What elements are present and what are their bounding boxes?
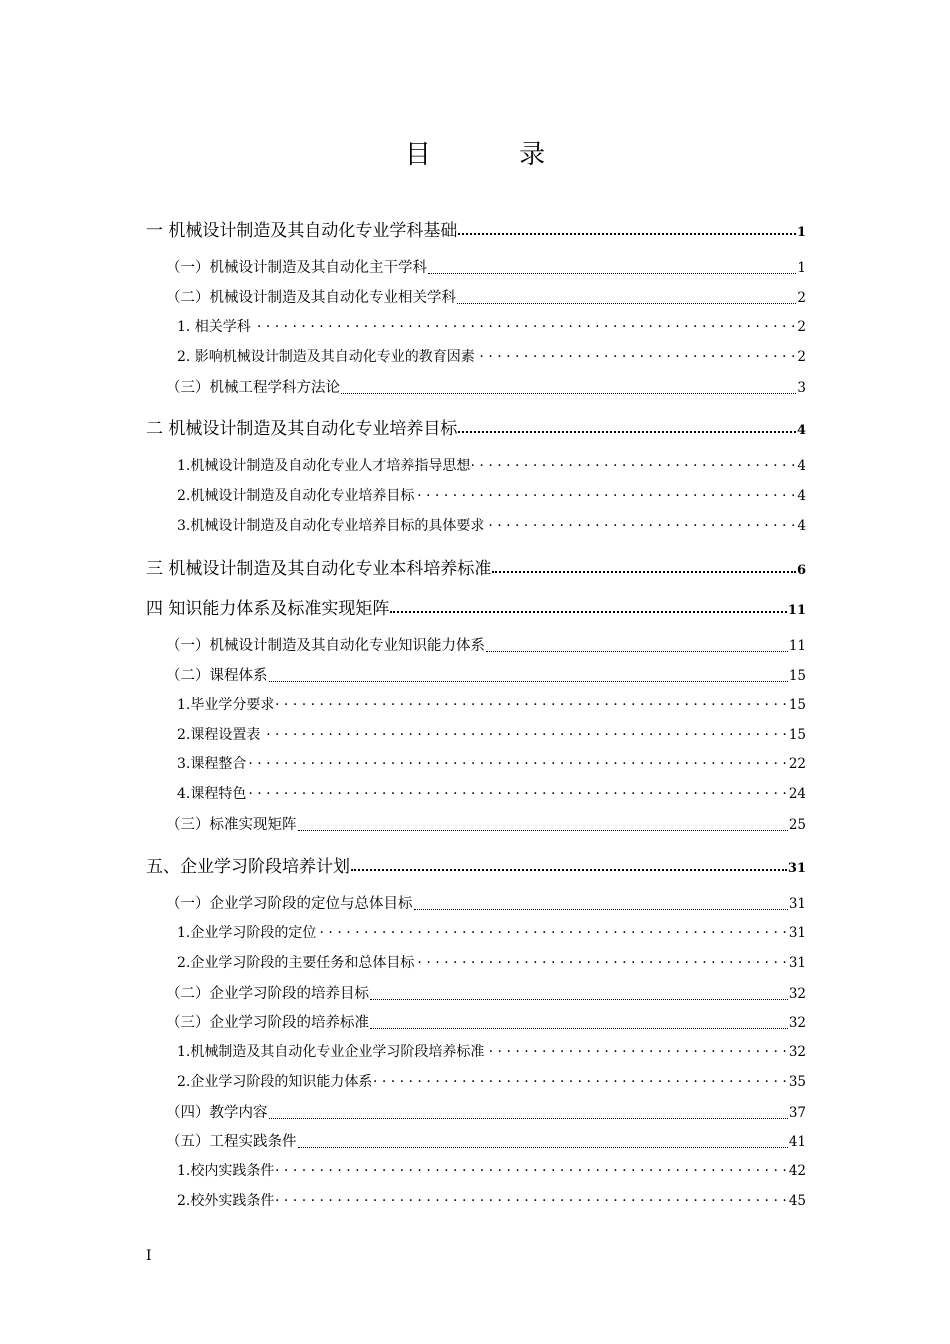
toc-entry-level3[interactable] xyxy=(177,1160,806,1182)
toc-entry-page: 2 xyxy=(797,349,806,365)
dot-leader xyxy=(298,830,788,831)
toc-entry-level2[interactable] xyxy=(166,1130,806,1152)
dot-leader xyxy=(416,953,786,967)
toc-entry-level2[interactable] xyxy=(166,376,806,398)
toc-entry-page: 1 xyxy=(796,225,806,240)
toc-entry-page: 32 xyxy=(788,1015,806,1031)
toc-entry-level2[interactable] xyxy=(166,286,806,308)
toc-entry-page: 31 xyxy=(787,861,806,876)
toc-entry-label: 2.企业学习阶段的知识能力体系 xyxy=(177,1074,373,1090)
toc-entry-label: 4.课程特色 xyxy=(177,786,247,802)
toc-entry-level2[interactable] xyxy=(166,1011,806,1033)
dot-leader xyxy=(248,784,786,798)
toc-entry-page: 11 xyxy=(788,638,806,654)
toc-entry-page: 3 xyxy=(797,380,806,396)
toc-entry-page: 15 xyxy=(788,727,806,743)
toc-entry-label: （二）机械设计制造及其自动化专业相关学科 xyxy=(166,290,456,306)
toc-entry-page: 41 xyxy=(788,1134,806,1150)
toc-entry-page: 37 xyxy=(788,1105,806,1121)
toc-entry-level3[interactable] xyxy=(177,1071,806,1093)
dot-leader xyxy=(269,1118,788,1119)
toc-entry-label: 1.机械制造及其自动化专业企业学习阶段培养标准 xyxy=(177,1044,485,1060)
toc-entry-label: （三）机械工程学科方法论 xyxy=(166,380,340,396)
dot-leader xyxy=(458,431,796,433)
toc-entry-level2[interactable] xyxy=(166,664,806,686)
toc-entry-level1[interactable] xyxy=(146,852,806,877)
dot-leader xyxy=(477,347,796,361)
toc-entry-label: （一）企业学习阶段的定位与总体目标 xyxy=(166,896,413,912)
dot-leader xyxy=(276,1191,786,1205)
dot-leader xyxy=(374,1072,786,1086)
toc-entry-label: 1.校内实践条件 xyxy=(177,1163,275,1179)
toc-entry-page: 42 xyxy=(788,1163,806,1179)
dot-leader xyxy=(276,1161,786,1175)
toc-entry-label: 二 机械设计制造及其自动化专业培养目标 xyxy=(146,419,458,439)
dot-leader xyxy=(414,909,788,910)
toc-entry-label: 1. 相关学科 xyxy=(177,319,251,335)
toc-entry-page: 32 xyxy=(788,1044,806,1060)
toc-entry-level3[interactable] xyxy=(177,316,806,338)
dot-leader xyxy=(416,486,795,500)
toc-entry-level2[interactable] xyxy=(166,813,806,835)
dot-leader xyxy=(486,651,788,652)
toc-entry-page: 31 xyxy=(788,925,806,941)
toc-entry-level2[interactable] xyxy=(166,256,806,278)
toc-entry-label: （一）机械设计制造及其自动化专业知识能力体系 xyxy=(166,638,485,654)
toc-entry-page: 32 xyxy=(788,986,806,1002)
toc-entry-page: 4 xyxy=(797,458,806,474)
dot-leader xyxy=(390,611,787,613)
dot-leader xyxy=(458,233,796,235)
toc-entry-label: （二）课程体系 xyxy=(166,668,268,684)
dot-leader xyxy=(248,754,786,768)
toc-entry-level3[interactable] xyxy=(177,455,806,477)
dot-leader xyxy=(486,1042,786,1056)
toc-entry-page: 25 xyxy=(788,817,806,833)
dot-leader xyxy=(253,317,796,331)
toc-entry-page: 2 xyxy=(797,319,806,335)
toc-entry-label: （一）机械设计制造及其自动化主干学科 xyxy=(166,260,427,276)
toc-entry-level1[interactable] xyxy=(146,554,806,579)
toc-entry-page: 22 xyxy=(788,756,806,772)
toc-entry-page: 4 xyxy=(797,518,806,534)
toc-entry-page: 31 xyxy=(788,896,806,912)
dot-leader xyxy=(428,273,796,274)
toc-entry-label: 1.毕业学分要求 xyxy=(177,697,275,713)
toc-entry-label: 2.校外实践条件 xyxy=(177,1193,275,1209)
toc-entry-label: 2.企业学习阶段的主要任务和总体目标 xyxy=(177,955,415,971)
toc-entry-level3[interactable] xyxy=(177,694,806,716)
toc-entry-level3[interactable] xyxy=(177,485,806,507)
toc-entry-label: 一 机械设计制造及其自动化专业学科基础 xyxy=(146,221,458,241)
toc-entry-level3[interactable] xyxy=(177,724,806,746)
toc-entry-level3[interactable] xyxy=(177,922,806,944)
toc-entry-label: 三 机械设计制造及其自动化专业本科培养标准 xyxy=(146,559,492,579)
toc-entry-level3[interactable] xyxy=(177,753,806,775)
toc-entry-label: （二）企业学习阶段的培养目标 xyxy=(166,986,369,1002)
toc-entry-page: 4 xyxy=(796,423,806,438)
toc-entry-level1[interactable] xyxy=(146,594,806,619)
toc-entry-page: 35 xyxy=(788,1074,806,1090)
toc-entry-page: 6 xyxy=(796,563,806,578)
toc-entry-label: 3.机械设计制造及自动化专业培养目标的具体要求 xyxy=(177,518,485,534)
toc-entry-page: 31 xyxy=(788,955,806,971)
toc-entry-page: 15 xyxy=(788,668,806,684)
toc-entry-level1[interactable] xyxy=(146,414,806,439)
toc-entry-label: 2.课程设置表 xyxy=(177,727,261,743)
page-number-footer: I xyxy=(146,1248,152,1264)
toc-entry-label: （三）企业学习阶段的培养标准 xyxy=(166,1015,369,1031)
toc-entry-label: 四 知识能力体系及标准实现矩阵 xyxy=(146,599,390,619)
dot-leader xyxy=(341,393,796,394)
toc-entry-page: 11 xyxy=(787,603,806,618)
toc-entry-label: 3.课程整合 xyxy=(177,756,247,772)
dot-leader xyxy=(276,695,786,709)
dot-leader xyxy=(472,456,795,470)
dot-leader xyxy=(269,681,788,682)
toc-entry-level3[interactable] xyxy=(177,346,806,368)
toc-entry-level2[interactable] xyxy=(166,1101,806,1123)
toc-entry-page: 45 xyxy=(788,1193,806,1209)
dot-leader xyxy=(370,1028,788,1029)
toc-entry-label: 2.机械设计制造及自动化专业培养目标 xyxy=(177,488,415,504)
toc-entry-page: 1 xyxy=(797,260,806,276)
toc-entry-page: 2 xyxy=(797,290,806,306)
dot-leader xyxy=(370,999,788,1000)
dot-leader xyxy=(486,516,795,530)
toc-entry-label: （三）标准实现矩阵 xyxy=(166,817,297,833)
toc-entry-level2[interactable] xyxy=(166,892,806,914)
toc-entry-level3[interactable] xyxy=(177,952,806,974)
toc-entry-page: 15 xyxy=(788,697,806,713)
dot-leader xyxy=(351,869,787,871)
toc-entry-level1[interactable] xyxy=(146,216,806,241)
toc-entry-level3[interactable] xyxy=(177,1041,806,1063)
toc-entry-label: （四）教学内容 xyxy=(166,1105,268,1121)
toc-entry-label: 1.机械设计制造及自动化专业人才培养指导思想 xyxy=(177,458,471,474)
toc-entry-label: （五）工程实践条件 xyxy=(166,1134,297,1150)
toc-entry-level3[interactable] xyxy=(177,783,806,805)
dot-leader xyxy=(492,571,796,573)
dot-leader xyxy=(318,923,786,937)
toc-entry-level2[interactable] xyxy=(166,982,806,1004)
toc-entry-level3[interactable] xyxy=(177,515,806,537)
toc-entry-page: 4 xyxy=(797,488,806,504)
dot-leader xyxy=(298,1147,788,1148)
toc-title: 目 录 xyxy=(404,140,586,170)
dot-leader xyxy=(457,303,796,304)
toc-entry-label: 1.企业学习阶段的定位 xyxy=(177,925,317,941)
toc-entry-page: 24 xyxy=(788,786,806,802)
toc-entry-label: 2. 影响机械设计制造及其自动化专业的教育因素 xyxy=(177,349,475,365)
toc-entry-level3[interactable] xyxy=(177,1190,806,1212)
dot-leader xyxy=(262,725,786,739)
toc-entry-level2[interactable] xyxy=(166,634,806,656)
toc-entry-label: 五、企业学习阶段培养计划 xyxy=(146,857,350,877)
